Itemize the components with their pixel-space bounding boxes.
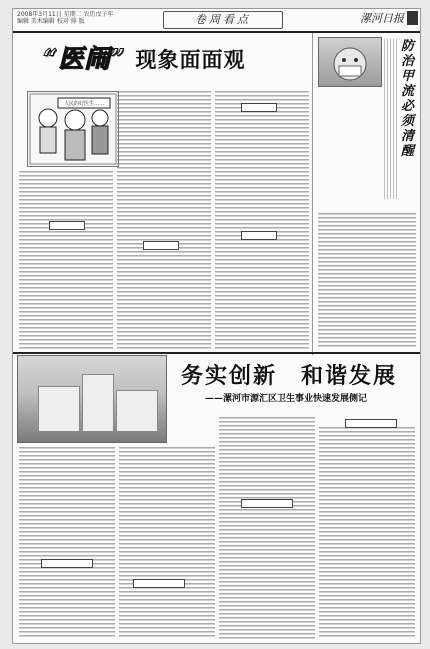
subhead-box	[345, 419, 397, 428]
story1-column-3	[215, 91, 309, 351]
header-info-line: 编辑 美术编辑 校对 排 版	[17, 18, 85, 25]
story2-column-1	[19, 447, 115, 639]
page-header	[13, 9, 420, 33]
rail-vertical-title: 防治甲流必须清醒	[401, 39, 415, 159]
story2-column-4	[319, 427, 415, 639]
story2-subtitle: ——漯河市源汇区卫生事业快速发展侧记	[205, 394, 368, 404]
rail-body-text	[318, 213, 416, 349]
header-info-line: 2008年3月11日 星期二 农历戊子年	[17, 11, 114, 18]
story-health-development	[13, 355, 420, 643]
rail-vertical-lines	[384, 39, 398, 199]
story2-column-2	[119, 447, 215, 639]
subhead-box	[241, 103, 277, 112]
subhead-box	[241, 499, 293, 508]
child-face-illustration	[319, 38, 381, 86]
child-mask-photo	[318, 37, 382, 87]
story1-column-2	[117, 91, 211, 351]
subhead-box	[143, 241, 179, 250]
subhead-box	[133, 579, 185, 588]
story-medical-disputes	[13, 33, 420, 355]
section-title: 卷周看点	[163, 11, 283, 29]
header-info	[17, 11, 127, 25]
subhead-box	[41, 559, 93, 568]
masthead-logo: 漯河日报	[360, 12, 404, 25]
story2-column-3	[219, 417, 315, 639]
headline-quoted: “医闹”	[43, 44, 126, 73]
cartoon-caption: 人民的好医生……	[63, 101, 105, 107]
story2-title: 务实创新 和谐发展	[181, 363, 398, 389]
cartoon-illustration	[28, 92, 118, 166]
subhead-box	[49, 221, 85, 230]
section-divider	[13, 352, 420, 354]
page-marker	[407, 11, 418, 25]
sidebar-swine-flu	[312, 33, 421, 355]
story1-column-1	[19, 171, 113, 351]
headline-rest: 现象面面观	[135, 48, 246, 72]
subhead-box	[241, 231, 277, 240]
story1-cartoon	[27, 91, 119, 167]
newspaper-page	[12, 8, 421, 644]
story1-headline	[43, 39, 245, 75]
hospital-building-photo	[17, 355, 167, 443]
